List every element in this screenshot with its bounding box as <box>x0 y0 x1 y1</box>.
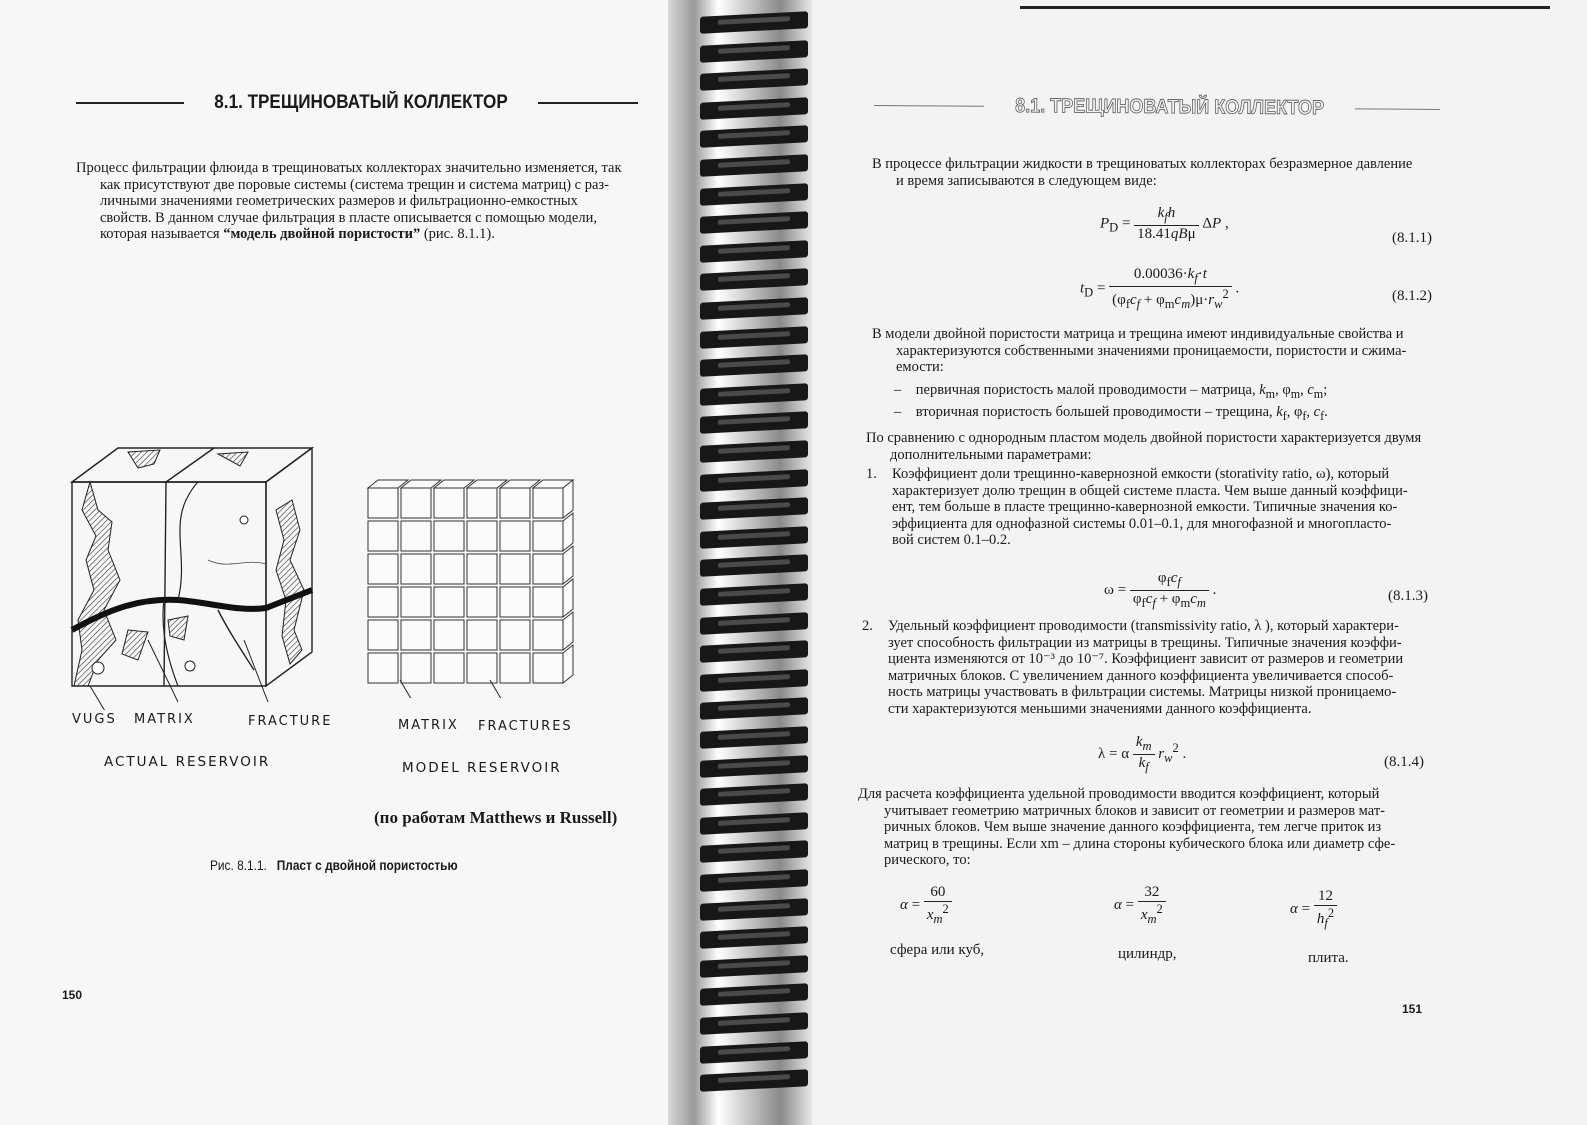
caption-prefix: Рис. 8.1.1. <box>210 858 267 873</box>
model-cube <box>533 620 563 650</box>
label-model-matrix: MATRIX <box>398 718 459 733</box>
p2-line: характеризуются собственными значениями проницаемости, пористости и сжима- <box>896 342 1407 359</box>
model-cube <box>500 488 530 518</box>
caption-actual-reservoir: ACTUAL RESERVOIR <box>104 754 271 770</box>
item2-line: зует способность фильтрации из матрицы в трещины. Типичные значения коэффи- <box>888 634 1402 651</box>
item2-line: циента изменяются от 10⁻³ до 10⁻⁷. Коэффициент зависит от размеров и геометрии <box>888 651 1404 667</box>
model-cube <box>500 653 530 683</box>
eq-number-2: (8.1.2) <box>1392 288 1432 304</box>
dash-item-text: вторичная пористость большей проводимости – трещина, <box>915 404 1273 420</box>
intro-line: как присутствуют две поровые системы (система трещин и система матриц) с раз- <box>100 176 609 193</box>
header-rule-right <box>1355 108 1440 110</box>
right-page-number: 151 <box>1402 1002 1423 1016</box>
right-paragraph-4 <box>858 786 1424 869</box>
p4-line: рического, то: <box>884 852 971 868</box>
model-cube <box>434 620 464 650</box>
intro-last-line <box>76 226 640 243</box>
model-cube <box>467 521 497 551</box>
right-paragraph-1 <box>872 156 1438 189</box>
eq-number-3: (8.1.3) <box>1388 588 1428 604</box>
list-item-2 <box>862 618 1432 717</box>
figure-caption <box>210 858 458 873</box>
item1-line: эффициента для однофазной системы 0.01–0.1, для многофазной и многопласто- <box>892 515 1392 532</box>
model-cube <box>368 521 398 551</box>
intro-line: Процесс фильтрации флюида в трещиноватых коллекторах значительно изменяется, так <box>76 160 622 176</box>
header-rule-right <box>538 102 638 104</box>
model-cube <box>368 587 398 617</box>
model-cube-side <box>563 612 573 650</box>
model-cube <box>467 488 497 518</box>
model-cube <box>533 653 563 683</box>
p4-line: ричных блоков. Чем выше значение данного коэффициента, тем легче приток из <box>884 819 1382 835</box>
alpha2-numerator: 32 <box>1138 884 1166 902</box>
model-cube <box>500 620 530 650</box>
intro-line: свойств. В данном случае фильтрация в пласте описывается с помощью модели, <box>100 209 597 226</box>
model-cube <box>401 554 431 584</box>
alpha-cylinder-formula: α = $\frac{32}{x_m^2}$ <box>1114 884 1166 927</box>
model-cube <box>368 488 398 518</box>
left-section-header <box>76 92 638 114</box>
p4-line: учитывает геометрию матричных блоков и зависит от геометрии и размеров мат- <box>884 802 1385 819</box>
p4-line: матриц в трещины. Если xm – длина стороны кубического блока или диаметр сфе- <box>884 835 1396 852</box>
left-section-title: 8.1. ТРЕЩИНОВАТЫЙ КОЛЛЕКТОР <box>214 92 508 113</box>
model-cube <box>533 554 563 584</box>
model-cube-side <box>563 579 573 617</box>
intro-line: личными значениями геометрических размеров и фильтрационно-емкостных <box>100 193 578 209</box>
model-cube <box>500 554 530 584</box>
label-matrix: MATRIX <box>134 712 195 727</box>
item1-line: Коэффициент доли трещинно-кавернозной емкости (storativity ratio, ω), который <box>892 466 1390 482</box>
model-cube <box>467 587 497 617</box>
model-cube <box>533 587 563 617</box>
item1-line: вой систем 0.1–0.2. <box>892 532 1011 548</box>
p1-line: и время записываются в следующем виде: <box>896 172 1157 189</box>
caption-model-reservoir: MODEL RESERVOIR <box>402 760 562 776</box>
p2-line: В модели двойной пористости матрица и трещина имеют индивидуальные свойства и <box>872 326 1404 342</box>
alpha1-numerator: 60 <box>924 884 952 902</box>
figure-credit: (по работам Matthews и Russell) <box>374 808 618 827</box>
eq-number-4: (8.1.4) <box>1384 754 1424 770</box>
model-cube <box>401 521 431 551</box>
left-page <box>0 0 668 1125</box>
label-fracture: FRACTURE <box>248 714 333 729</box>
header-rule-left <box>76 102 184 104</box>
intro-suffix: (рис. 8.1.1). <box>423 226 495 242</box>
dash-item-fracture: – вторичная пористость большей проводимости – трещина, $k_f$, $\varphi_f$, $c_f$. <box>894 404 1328 423</box>
item1-line: характеризует долю трещин в общей системе пласта. Чем выше данный коэффици- <box>892 482 1408 499</box>
right-section-header <box>874 94 1440 121</box>
model-cube-side <box>563 513 573 551</box>
item2-line: ность матрицы участвовать в фильтрации системы. Матрицы низкой проницаемо- <box>888 684 1397 700</box>
eq-number-1: (8.1.1) <box>1392 230 1432 246</box>
model-cube <box>401 653 431 683</box>
model-cube <box>467 554 497 584</box>
model-cube <box>401 488 431 518</box>
model-cube <box>467 620 497 650</box>
list-item-1 <box>866 466 1434 549</box>
equation-8-1-3: ω = $\frac{\varphi_fc_f}{\varphi_fc_f + \varphi_mc_m}$ . <box>1104 570 1217 610</box>
alpha3-numerator: 12 <box>1314 888 1337 906</box>
shape-plate-label: плита. <box>1308 950 1349 966</box>
model-cube <box>401 620 431 650</box>
caption-text: Пласт с двойной пористостью <box>276 858 458 873</box>
header-rule-left <box>874 105 984 107</box>
p3-line: По сравнению с однородным пластом модель двойной пористости характеризуется двумя <box>866 430 1422 446</box>
item1-marker: 1. <box>866 466 877 482</box>
model-cube <box>434 587 464 617</box>
alpha-sphere-formula: α = $\frac{60}{x_m^2}$ <box>900 884 952 927</box>
item1-line: ент, тем больше в пласте трещинно-кавернозной емкости. Типичные значения ко- <box>892 499 1398 515</box>
item2-line: сти характеризуются меньшими значениями данного коэффициента. <box>888 700 1312 717</box>
p4-line: Для расчета коэффициента удельной проводимости вводится коэффициент, который <box>858 786 1380 802</box>
equation-8-1-2: $t_D$ = $\frac{0.00036\cdot k_f\cdot t}{(\varphi_fc_f + \varphi_mc_m)\mu\cdot r_w^2}$ . <box>1080 266 1240 311</box>
intro-term: “модель двойной пористости” <box>223 226 421 242</box>
model-cube <box>434 488 464 518</box>
model-cube <box>434 653 464 683</box>
model-cube-side <box>563 645 573 683</box>
left-page-number: 150 <box>62 988 83 1002</box>
equation-8-1-1: $P_D$ = $\frac{k_fh}{\text{18.41qBμ}}$ ΔP , <box>1100 205 1229 242</box>
model-cube <box>467 653 497 683</box>
model-cube <box>533 488 563 518</box>
p1-line: В процессе фильтрации жидкости в трещиноватых коллекторах безразмерное давление <box>872 156 1413 172</box>
model-cube <box>500 587 530 617</box>
right-section-title: 8.1. ТРЕЩИНОВАТЫЙ КОЛЛЕКТОР <box>1015 95 1325 120</box>
model-reservoir-drawing <box>360 448 610 698</box>
label-vugs: VUGS <box>72 712 117 727</box>
intro-prefix: которая называется <box>100 226 220 242</box>
top-edge-rule <box>1020 6 1550 9</box>
model-cube <box>368 620 398 650</box>
p3-line: дополнительными параметрами: <box>890 446 1092 463</box>
p2-line: емости: <box>896 359 944 375</box>
model-cube <box>368 554 398 584</box>
shape-cylinder-label: цилиндр, <box>1118 946 1177 962</box>
model-cube <box>533 521 563 551</box>
right-paragraph-2 <box>872 326 1436 376</box>
equation-8-1-4: λ = α $\frac{k_m}{k_f}$ $r_w^2$ . <box>1098 734 1187 774</box>
model-cube <box>434 554 464 584</box>
item2-line: матричных блоков. С увеличением данного коэффициента увеличивается способ- <box>888 667 1394 684</box>
left-intro-paragraph <box>76 160 640 243</box>
item2-marker: 2. <box>862 618 873 634</box>
model-cube <box>500 521 530 551</box>
dash-item-text: первичная пористость малой проводимости – матрица, <box>915 382 1256 398</box>
right-paragraph-3 <box>866 430 1436 463</box>
shape-sphere-label: сфера или куб, <box>890 942 985 958</box>
model-cube <box>434 521 464 551</box>
alpha-plate-formula: α = $\frac{12}{h_f^2}$ <box>1290 888 1337 931</box>
label-fractures: FRACTURES <box>478 719 573 734</box>
actual-reservoir-drawing <box>68 440 338 710</box>
dash-item-matrix: – первичная пористость малой проводимости – матрица, $k_m$, $\varphi_m$, $c_m$; <box>894 382 1328 401</box>
model-cube <box>368 653 398 683</box>
item2-line: Удельный коэффициент проводимости (transmissivity ratio, λ ), который характери- <box>888 618 1399 634</box>
model-cube-side <box>563 546 573 584</box>
model-cube <box>401 587 431 617</box>
